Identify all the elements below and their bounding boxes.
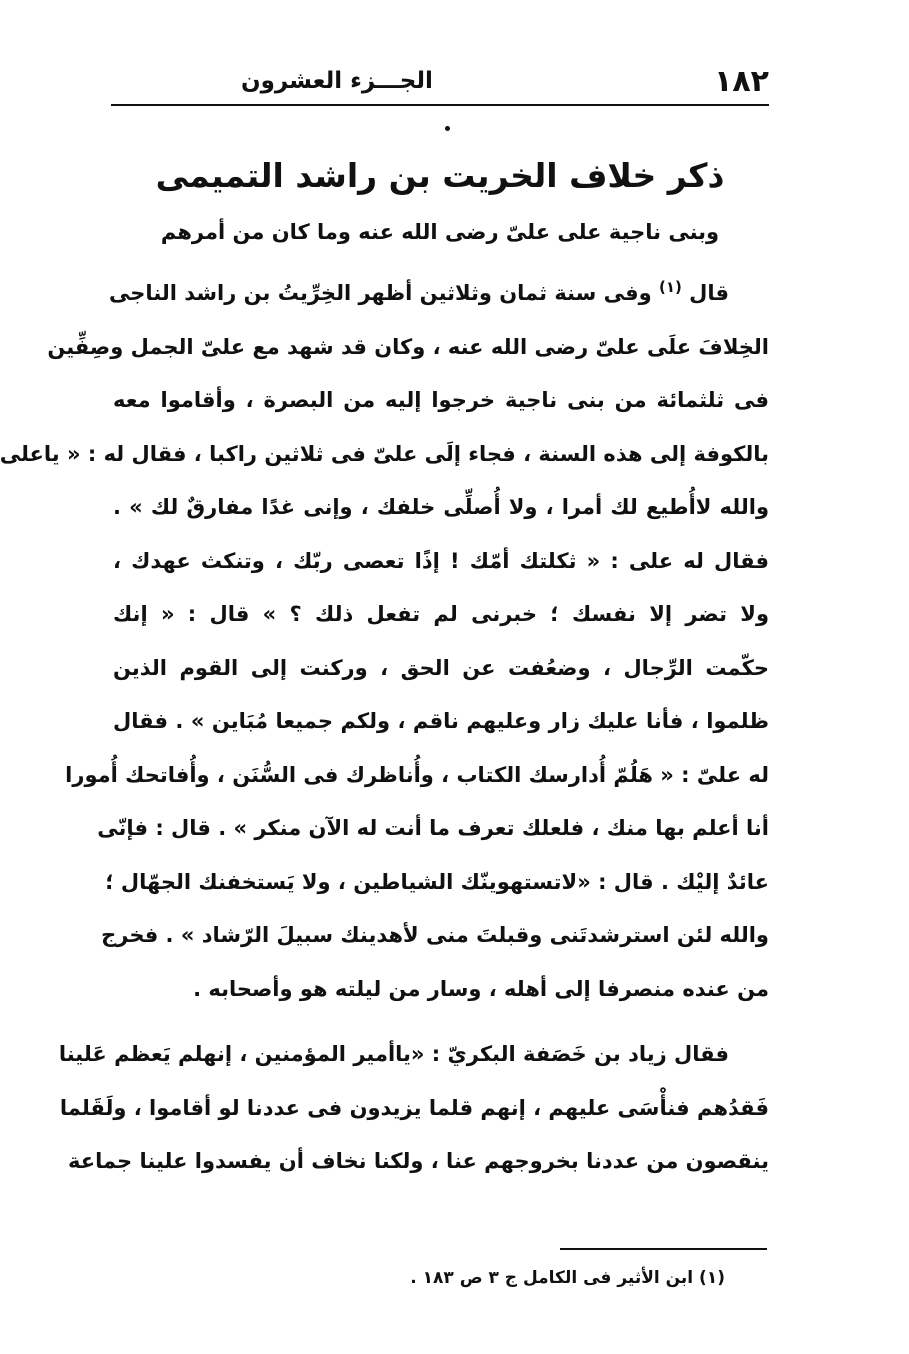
text-line: عائدٌ إليْك . قال : «لاتستهوينّك الشياطين ، ولا يَستخفنك الجهّال ؛	[105, 869, 769, 894]
text-line: بالكوفة إلى هذه السنة ، فجاء إلَى علىّ فى ثلاثين راكبا ، فقال له : « ياعلى	[0, 441, 769, 466]
text-line: أنا أعلم بها منك ، فلعلك تعرف ما أنت له الآن منكر » . قال : فإنّى	[97, 816, 769, 840]
paragraph-1	[0, 267, 769, 1016]
text-fragment: قال	[689, 281, 729, 305]
text-line: فقال له على : « ثكلتك أمّك ! إذًا تعصى ربّك ، وتنكث عهدك ،	[113, 548, 769, 573]
text-line: فى ثلثمائة من بنى ناجية خرجوا إليه من البصرة ، وأقاموا معه	[113, 388, 769, 412]
page-number: ١٨٢	[714, 63, 769, 99]
text-line: والله لاأُطيع لك أمرا ، ولا أُصلِّى خلفك ، وإنى غدًا مفارقٌ لك » .	[113, 495, 769, 519]
text-line: حكّمت الرِّجال ، وضعُفت عن الحق ، وركنت إلى القوم الذين	[113, 655, 769, 680]
footnote: (١) ابن الأثير فى الكامل ج ٣ ص ١٨٣ .	[410, 1268, 725, 1288]
paragraph-2	[58, 1028, 769, 1189]
running-header	[111, 62, 769, 100]
running-title: الجـــزء العشرون	[241, 68, 433, 94]
text-line: له علىّ : « هَلُمّ أُدارسك الكتاب ، وأُناظرك فى السُّنَن ، وأُفاتحك أُمورا	[65, 762, 769, 787]
footnote-rule	[560, 1248, 767, 1250]
text-fragment: وفى سنة ثمان وثلاثين أظهر الخِرِّيتُ بن راشد الناجى	[109, 281, 659, 305]
text-line: فَقدُهم فنأْسَى عليهم ، إنهم قلما يزيدون فى عددنا لو أقاموا ، ولَقَلما	[59, 1095, 769, 1120]
text-line: ينقصون من عددنا بخروجهم عنا ، ولكنا نخاف أن يفسدوا علينا جماعة	[68, 1149, 769, 1173]
text-line: ولا تضر إلا نفسك ؛ خبرنى لم تفعل ذلك ؟ » قال : « إنك	[113, 602, 769, 626]
text-line: من عنده منصرفا إلى أهله ، وسار من ليلته هو وأصحابه .	[193, 976, 769, 1001]
chapter-subtitle: وبنى ناجية على علىّ رضى الله عنه وما كان من أمرهم	[160, 220, 720, 244]
body-text	[0, 267, 769, 1189]
text-line: والله لئن استرشدتَنى وقبلتَ منى لأهدينك سبيلَ الرّشاد » . فخرج	[101, 923, 769, 947]
ornament-dot	[445, 126, 450, 131]
paragraph-gap	[113, 1016, 769, 1028]
text-line: فقال زياد بن خَصَفة البكريّ : «ياأمير المؤمنين ، إنهلم يَعظم عَلينا	[58, 1042, 729, 1066]
text-line: ظلموا ، فأنا عليك زار وعليهم ناقم ، ولكم جميعا مُبَاين » . فقال	[113, 709, 769, 733]
chapter-title: ذكر خلاف الخريت بن راشد التميمى	[155, 156, 725, 195]
header-rule	[111, 104, 769, 106]
text-line	[109, 267, 769, 321]
footnote-marker[interactable]: (١)	[658, 278, 682, 296]
text-line: الخِلافَ علَى علىّ رضى الله عنه ، وكان قد شهد مع علىّ الجمل وصِفِّين	[47, 334, 769, 359]
